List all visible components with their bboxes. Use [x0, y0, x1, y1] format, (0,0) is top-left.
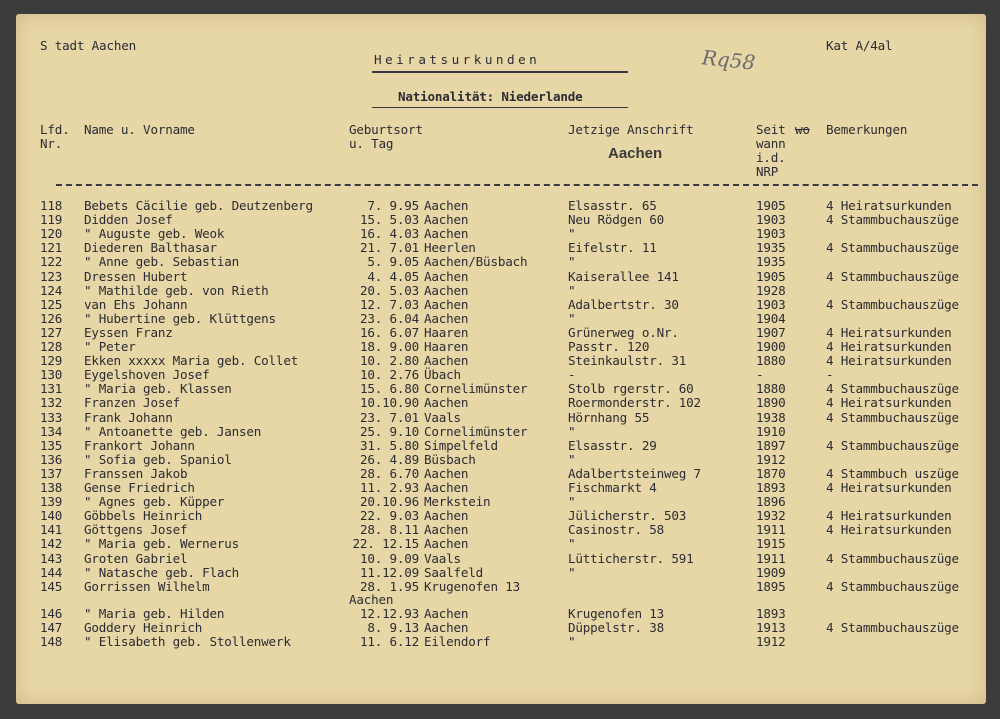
row-since: 1935	[756, 240, 786, 256]
row-name: " Peter	[84, 339, 136, 354]
col-nr-header-2: Nr.	[40, 136, 63, 151]
row-address: Stolb rgerstr. 60	[568, 381, 694, 397]
row-name: Bebets Cäcilie geb. Deutzenberg	[84, 198, 313, 213]
row-number: 144	[40, 564, 63, 580]
row-since: 1890	[756, 395, 786, 411]
row-address: "	[568, 226, 576, 242]
row-name: " Maria geb. Klassen	[84, 381, 232, 397]
row-address: Passtr. 120	[568, 339, 650, 354]
row-name: " Maria geb. Wernerus	[84, 536, 240, 552]
row-remarks: 4 Heiratsurkunden	[826, 198, 952, 213]
row-name: Ekken xxxxx Maria geb. Collet	[84, 353, 299, 369]
row-number: 127	[40, 324, 63, 340]
row-birth-date: 26. 4.89	[359, 451, 419, 467]
row-name: Dressen Hubert	[84, 268, 188, 284]
table-row	[16, 634, 986, 648]
row-name: Eygelshoven Josef	[84, 367, 210, 383]
row-address: "	[568, 536, 576, 552]
row-number: 135	[40, 437, 63, 453]
row-birth-date: 15. 6.80	[359, 381, 419, 397]
row-birth-place: Aachen	[424, 353, 469, 369]
row-number: 146	[40, 605, 63, 621]
row-number: 124	[40, 282, 63, 298]
table-row	[16, 283, 986, 297]
header-rule	[56, 184, 978, 186]
row-since: 1880	[756, 381, 786, 397]
row-birth-place: Haaren	[424, 339, 469, 354]
row-name: Gorrissen Wilhelm	[84, 578, 210, 594]
row-birth-place: Aachen	[424, 465, 469, 481]
table-row	[16, 494, 986, 508]
row-name: " Elisabeth geb. Stollenwerk	[84, 634, 291, 649]
row-since: 1932	[756, 508, 786, 524]
col-since-header-4: NRP	[756, 164, 779, 179]
row-since: 1893	[756, 605, 786, 621]
row-address: Casinostr. 58	[568, 522, 664, 538]
row-birth-date: 22. 12.15	[352, 536, 419, 552]
row-remarks: 4 Heiratsurkunden	[826, 339, 952, 354]
row-address: "	[568, 254, 576, 270]
row-name: " Mathilde geb. von Rieth	[84, 282, 269, 298]
row-since: 1896	[756, 494, 786, 510]
row-birth-place: Aachen	[424, 226, 469, 242]
row-address: Eifelstr. 11	[568, 240, 657, 256]
row-address: Adalbertsteinweg 7	[568, 465, 701, 481]
row-birth-date: 11. 6.12	[359, 634, 419, 649]
row-number: 118	[40, 198, 63, 213]
city-label: S tadt Aachen	[40, 38, 136, 53]
row-number: 145	[40, 578, 63, 594]
row-since: 1907	[756, 324, 786, 340]
row-name: Eyssen Franz	[84, 324, 173, 340]
row-birth-date: 8. 9.13	[367, 619, 419, 635]
row-since: 1910	[756, 423, 786, 439]
row-address: Lütticherstr. 591	[568, 550, 694, 566]
table-row	[16, 452, 986, 466]
row-birth-place: Aachen/Büsbach	[424, 254, 528, 270]
row-birth-date: 28. 6.70	[359, 465, 419, 481]
row-birth-date: 16. 4.03	[359, 226, 419, 242]
row-remarks: 4 Stammbuchauszüge	[826, 212, 959, 228]
row-birth-place: Aachen	[424, 480, 469, 495]
row-number: 122	[40, 254, 63, 270]
row-birth-place: Haaren	[424, 324, 469, 340]
row-birth-place-continued: Aachen	[349, 591, 394, 607]
row-birth-date: 15. 5.03	[359, 212, 419, 228]
table-row	[16, 339, 986, 353]
row-birth-place: Heerlen	[424, 240, 476, 256]
row-number: 142	[40, 536, 63, 552]
aachen-stamp: Aachen	[608, 145, 663, 162]
row-birth-date: 11. 2.93	[359, 480, 419, 495]
catalog-number: Kat A/4al	[826, 38, 893, 53]
row-number: 136	[40, 451, 63, 467]
col-birth-header-2: u. Tag	[349, 136, 394, 151]
row-birth-place: Aachen	[424, 282, 469, 298]
row-remarks: 4 Heiratsurkunden	[826, 395, 952, 411]
row-address: Grünerweg o.Nr.	[568, 324, 679, 340]
row-birth-date: 4. 4.05	[367, 268, 419, 284]
table-row	[16, 536, 986, 550]
row-address: "	[568, 282, 576, 298]
title-underline	[372, 71, 628, 73]
row-since: 1911	[756, 550, 786, 566]
row-number: 119	[40, 212, 63, 228]
row-birth-place: Simpelfeld	[424, 437, 498, 453]
row-birth-place: Vaals	[424, 409, 461, 425]
row-number: 138	[40, 480, 63, 495]
table-row	[16, 480, 986, 494]
row-birth-date: 23. 6.04	[359, 310, 419, 326]
table-row	[16, 226, 986, 240]
row-name: Goddery Heinrich	[84, 619, 203, 635]
row-birth-date: 20. 5.03	[359, 282, 419, 298]
table-row	[16, 198, 986, 212]
table-row	[16, 367, 986, 381]
row-birth-place: Vaals	[424, 550, 461, 566]
row-birth-place: Aachen	[424, 310, 469, 326]
table-row	[16, 466, 986, 480]
row-birth-date: 22. 9.03	[359, 508, 419, 524]
row-birth-date: 25. 9.10	[359, 423, 419, 439]
subtitle-underline	[372, 107, 628, 108]
table-row	[16, 353, 986, 367]
row-birth-date: 5. 9.05	[367, 254, 419, 270]
row-birth-place: Aachen	[424, 296, 469, 312]
row-birth-date: 10. 9.09	[359, 550, 419, 566]
row-remarks: 4 Stammbuchauszüge	[826, 550, 959, 566]
row-address: Elsasstr. 65	[568, 198, 657, 213]
row-since: 1870	[756, 465, 786, 481]
row-birth-place: Übach	[424, 367, 461, 383]
row-name: Diederen Balthasar	[84, 240, 217, 256]
row-birth-date: 28. 8.11	[359, 522, 419, 538]
row-birth-date: 16. 6.07	[359, 324, 419, 340]
row-number: 121	[40, 240, 63, 256]
row-since: 1903	[756, 212, 786, 228]
row-name: " Sofia geb. Spaniol	[84, 451, 232, 467]
col-since-header: Seit	[756, 122, 786, 137]
row-birth-date: 11.12.09	[359, 564, 419, 580]
row-remarks: 4 Stammbuchauszüge	[826, 619, 959, 635]
row-since: 1911	[756, 522, 786, 538]
row-address: Kaiserallee 141	[568, 268, 679, 284]
row-remarks: 4 Heiratsurkunden	[826, 353, 952, 369]
row-name: Groten Gabriel	[84, 550, 188, 566]
row-number: 133	[40, 409, 63, 425]
row-remarks: 4 Stammbuchauszüge	[826, 381, 959, 397]
col-name-header: Name u. Vorname	[84, 122, 195, 137]
row-birth-date: 31. 5.80	[359, 437, 419, 453]
row-birth-date: 20.10.96	[359, 494, 419, 510]
row-number: 141	[40, 522, 63, 538]
row-remarks: 4 Stammbuchauszüge	[826, 578, 959, 594]
row-since: 1895	[756, 578, 786, 594]
table-row	[16, 297, 986, 311]
row-number: 140	[40, 508, 63, 524]
row-number: 143	[40, 550, 63, 566]
row-number: 120	[40, 226, 63, 242]
row-address: "	[568, 310, 576, 326]
row-address: -	[568, 367, 576, 383]
row-since: 1893	[756, 480, 786, 495]
row-name: " Maria geb. Hilden	[84, 605, 225, 621]
table-row	[16, 254, 986, 268]
row-name: Franssen Jakob	[84, 465, 188, 481]
row-remarks: 4 Stammbuchauszüge	[826, 409, 959, 425]
row-name: " Natasche geb. Flach	[84, 564, 240, 580]
row-name: " Hubertine geb. Klüttgens	[84, 310, 276, 326]
row-since: 1905	[756, 198, 786, 213]
col-birth-header: Geburtsort	[349, 122, 423, 137]
row-address: Neu Rödgen 60	[568, 212, 664, 228]
row-address: Adalbertstr. 30	[568, 296, 679, 312]
record-card	[16, 14, 986, 704]
col-since-header-2: wann	[756, 136, 786, 151]
row-name: Göbbels Heinrich	[84, 508, 203, 524]
col-since-header-3: i.d.	[756, 150, 786, 165]
row-remarks: 4 Stammbuchauszüge	[826, 268, 959, 284]
row-remarks: 4 Heiratsurkunden	[826, 480, 952, 495]
row-number: 126	[40, 310, 63, 326]
row-birth-place: Aachen	[424, 619, 469, 635]
row-since: 1915	[756, 536, 786, 552]
row-number: 147	[40, 619, 63, 635]
row-number: 130	[40, 367, 63, 383]
row-since: 1938	[756, 409, 786, 425]
row-since: 1909	[756, 564, 786, 580]
row-birth-place: Merkstein	[424, 494, 491, 510]
col-address-header: Jetzige Anschrift	[568, 122, 694, 137]
table-row	[16, 410, 986, 424]
row-since: 1912	[756, 634, 786, 649]
row-birth-date: 12.12.93	[359, 605, 419, 621]
row-name: van Ehs Johann	[84, 296, 188, 312]
row-birth-date: 10. 2.76	[359, 367, 419, 383]
row-name: Didden Josef	[84, 212, 173, 228]
row-address: Hörnhang 55	[568, 409, 650, 425]
row-name: " Anne geb. Sebastian	[84, 254, 240, 270]
row-birth-date: 10. 2.80	[359, 353, 419, 369]
row-address: Roermonderstr. 102	[568, 395, 701, 411]
row-birth-place: Cornelimünster	[424, 423, 528, 439]
col-remarks-header: Bemerkungen	[826, 122, 908, 137]
row-since: 1913	[756, 619, 786, 635]
table-row	[16, 311, 986, 325]
row-since: -	[756, 367, 764, 383]
row-address: Elsasstr. 29	[568, 437, 657, 453]
row-since: 1900	[756, 339, 786, 354]
row-since: 1903	[756, 296, 786, 312]
row-address: Düppelstr. 38	[568, 619, 664, 635]
table-row	[16, 438, 986, 452]
row-birth-date: 18. 9.00	[359, 339, 419, 354]
row-number: 132	[40, 395, 63, 411]
row-remarks: 4 Heiratsurkunden	[826, 508, 952, 524]
col-since-struck: wo	[795, 122, 810, 137]
row-since: 1897	[756, 437, 786, 453]
row-address: Steinkaulstr. 31	[568, 353, 687, 369]
table-row	[16, 522, 986, 536]
row-number: 123	[40, 268, 63, 284]
row-birth-place: Aachen	[424, 395, 469, 411]
row-birth-place: Aachen	[424, 268, 469, 284]
row-birth-place: Aachen	[424, 522, 469, 538]
row-birth-place: Aachen	[424, 198, 469, 213]
row-since: 1935	[756, 254, 786, 270]
row-number: 134	[40, 423, 63, 439]
row-remarks: 4 Stammbuchauszüge	[826, 240, 959, 256]
table-row	[16, 212, 986, 226]
row-birth-place: Büsbach	[424, 451, 476, 467]
row-address: "	[568, 634, 576, 649]
row-name: Frank Johann	[84, 409, 173, 425]
table-row	[16, 395, 986, 409]
row-name: " Antoanette geb. Jansen	[84, 423, 262, 439]
table-row	[16, 269, 986, 283]
row-address: "	[568, 564, 576, 580]
row-since: 1880	[756, 353, 786, 369]
row-number: 128	[40, 339, 63, 354]
row-name: Gense Friedrich	[84, 480, 195, 495]
table-row	[16, 606, 986, 620]
row-number: 139	[40, 494, 63, 510]
row-number: 148	[40, 634, 63, 649]
col-nr-header: Lfd.	[40, 122, 70, 137]
row-number: 125	[40, 296, 63, 312]
row-address: Jülicherstr. 503	[568, 508, 687, 524]
row-remarks: 4 Stammbuchauszüge	[826, 437, 959, 453]
row-address: Fischmarkt 4	[568, 480, 657, 495]
row-number: 137	[40, 465, 63, 481]
row-name: Göttgens Josef	[84, 522, 188, 538]
row-birth-place: Cornelimünster	[424, 381, 528, 397]
row-birth-place: Aachen	[424, 536, 469, 552]
document-title: Heiratsurkunden	[374, 52, 541, 67]
row-since: 1904	[756, 310, 786, 326]
row-name: Franzen Josef	[84, 395, 180, 411]
table-row	[16, 578, 986, 607]
row-remarks: 4 Stammbuch uszüge	[826, 465, 959, 481]
row-address: "	[568, 494, 576, 510]
row-birth-date: 7. 9.95	[367, 198, 419, 213]
row-address: Krugenofen 13	[568, 605, 664, 621]
row-number: 131	[40, 381, 63, 397]
table-row	[16, 325, 986, 339]
row-birth-place: Krugenofen 13	[424, 578, 520, 594]
row-birth-place: Aachen	[424, 212, 469, 228]
row-birth-place: Eilendorf	[424, 634, 491, 649]
row-birth-date: 12. 7.03	[359, 296, 419, 312]
row-birth-place: Aachen	[424, 508, 469, 524]
table-row	[16, 551, 986, 565]
row-birth-place: Saalfeld	[424, 564, 484, 580]
table-row	[16, 240, 986, 254]
row-since: 1912	[756, 451, 786, 467]
row-remarks: 4 Stammbuchauszüge	[826, 296, 959, 312]
pencil-annotation: Rq58	[700, 45, 757, 75]
row-birth-date: 23. 7.01	[359, 409, 419, 425]
row-birth-date: 28. 1.95	[359, 578, 419, 594]
row-since: 1928	[756, 282, 786, 298]
row-remarks: 4 Heiratsurkunden	[826, 522, 952, 538]
nationality-subtitle: Nationalität: Niederlande	[398, 89, 583, 104]
row-number: 129	[40, 353, 63, 369]
row-birth-date: 10.10.90	[359, 395, 419, 411]
row-birth-date: 21. 7.01	[359, 240, 419, 256]
row-remarks: -	[826, 367, 834, 383]
table-row	[16, 424, 986, 438]
table-row	[16, 508, 986, 522]
row-name: " Agnes geb. Küpper	[84, 494, 225, 510]
row-address: "	[568, 423, 576, 439]
row-remarks: 4 Heiratsurkunden	[826, 324, 952, 340]
row-since: 1903	[756, 226, 786, 242]
row-since: 1905	[756, 268, 786, 284]
row-name: Frankort Johann	[84, 437, 195, 453]
table-row	[16, 620, 986, 634]
row-address: "	[568, 451, 576, 467]
row-birth-place: Aachen	[424, 605, 469, 621]
table-row	[16, 565, 986, 579]
row-name: " Auguste geb. Weok	[84, 226, 225, 242]
table-row	[16, 381, 986, 395]
